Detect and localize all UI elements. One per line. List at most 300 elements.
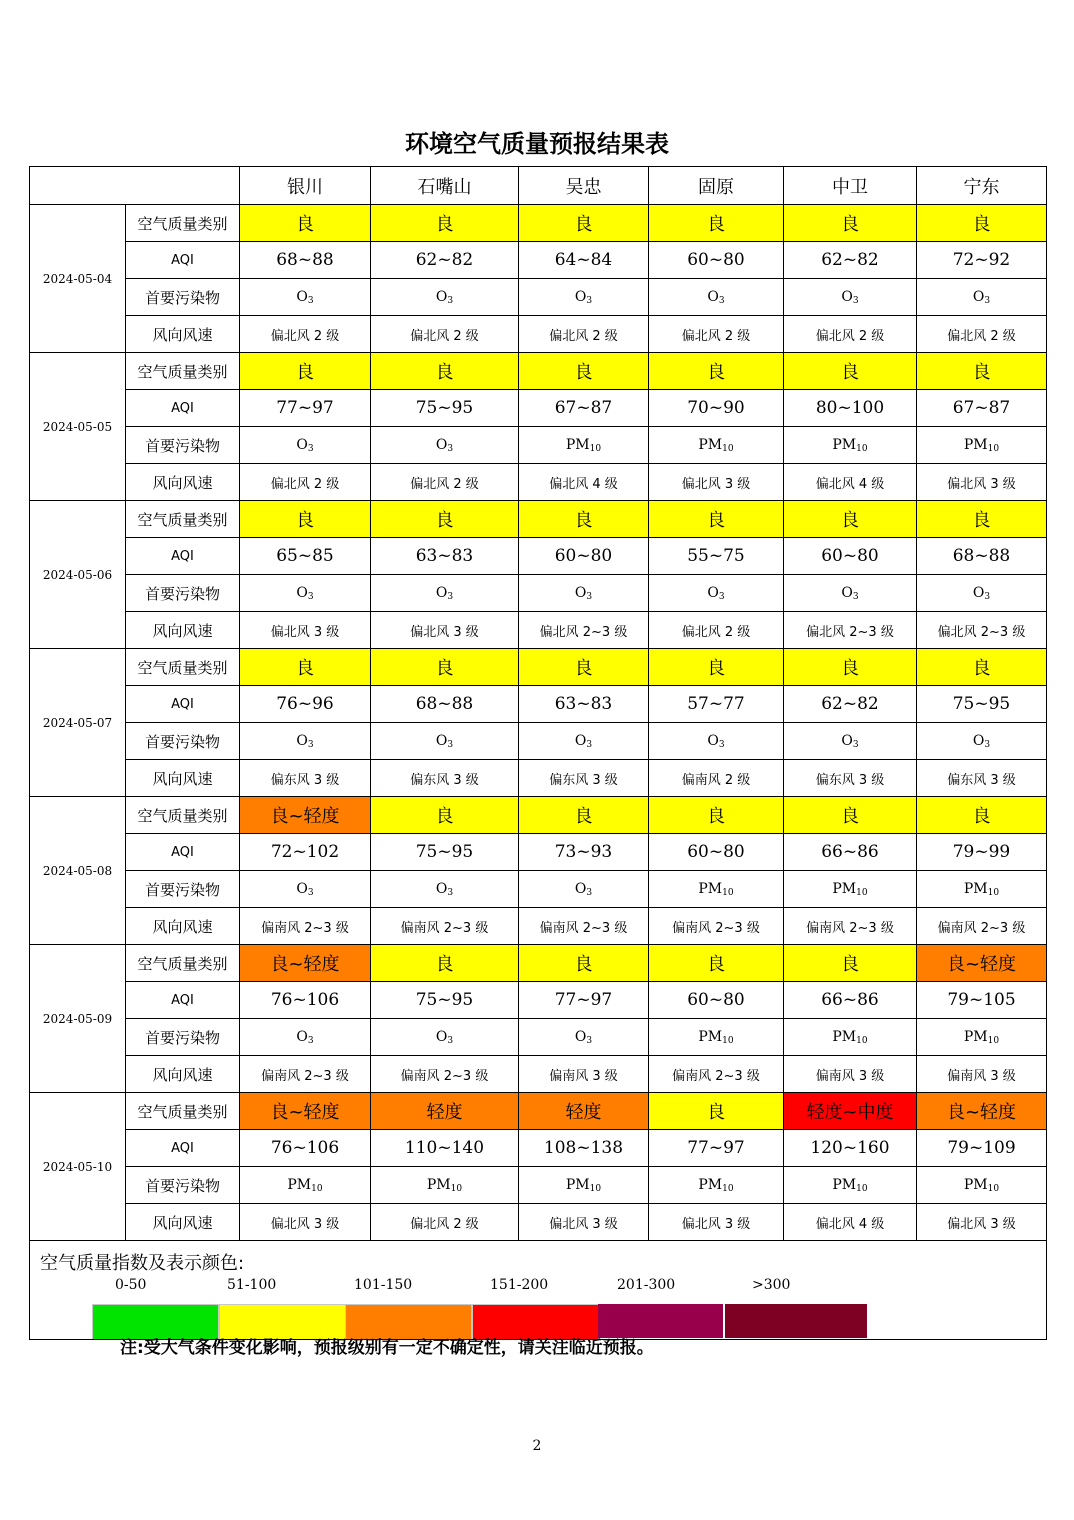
wind-cell: 偏北风 2 级 <box>649 316 784 353</box>
pollutant-cell <box>649 279 784 316</box>
pollutant-name: O <box>972 288 985 305</box>
aqi-cell: 77~97 <box>519 982 649 1019</box>
category-cell: 轻度~中度 <box>784 1093 917 1130</box>
aqi-cell: 68~88 <box>917 538 1047 575</box>
pollutant-subscript: 3 <box>307 1035 314 1046</box>
city-header: 固原 <box>649 167 784 205</box>
pollutant-name: PM <box>832 880 857 897</box>
aqi-cell: 64~84 <box>519 242 649 279</box>
wind-cell: 偏南风 2~3 级 <box>784 908 917 945</box>
category-cell: 良 <box>519 205 649 242</box>
city-header: 银川 <box>240 167 371 205</box>
pollutant-subscript: 3 <box>586 887 593 898</box>
aqi-cell: 75~95 <box>371 834 519 871</box>
pollutant-name: O <box>707 288 719 305</box>
category-cell: 良 <box>371 797 519 834</box>
wind-cell: 偏北风 2 级 <box>371 464 519 501</box>
aqi-cell: 68~88 <box>371 686 519 723</box>
pollutant-subscript: 10 <box>856 1035 868 1046</box>
pollutant-subscript: 3 <box>852 591 859 602</box>
aqi-cell: 63~83 <box>519 686 649 723</box>
pollutant-cell <box>519 871 649 908</box>
pollutant-cell <box>917 427 1047 464</box>
pollutant-subscript: 3 <box>307 295 314 306</box>
wind-label: 风向风速 <box>126 1204 240 1241</box>
category-cell: 良 <box>649 1093 784 1130</box>
wind-cell: 偏北风 2 级 <box>917 316 1047 353</box>
legend-title: 空气质量指数及表示颜色: <box>40 1253 245 1274</box>
category-cell: 良 <box>240 205 371 242</box>
pollutant-subscript: 10 <box>589 1183 602 1194</box>
aqi-cell: 79~105 <box>917 982 1047 1019</box>
category-row <box>30 945 1047 982</box>
category-row <box>30 649 1047 686</box>
category-cell: 良 <box>784 205 917 242</box>
header-corner <box>30 167 240 205</box>
wind-label: 风向风速 <box>126 612 240 649</box>
pollutant-name: PM <box>698 1176 723 1193</box>
pollutant-name: PM <box>698 1028 723 1045</box>
pollutant-cell <box>649 1167 784 1204</box>
pollutant-subscript: 3 <box>718 295 725 306</box>
category-cell: 良 <box>371 501 519 538</box>
pollutant-name: O <box>841 732 853 749</box>
category-cell: 良 <box>371 353 519 390</box>
pollutant-subscript: 10 <box>722 443 734 454</box>
pollutant-cell <box>917 575 1047 612</box>
category-cell: 良 <box>519 649 649 686</box>
wind-label: 风向风速 <box>126 908 240 945</box>
aqi-cell: 75~95 <box>371 982 519 1019</box>
city-header: 中卫 <box>784 167 917 205</box>
pollutant-cell <box>784 575 917 612</box>
pollutant-cell <box>519 1167 649 1204</box>
wind-cell: 偏北风 2 级 <box>784 316 917 353</box>
pollutant-cell <box>519 723 649 760</box>
wind-cell: 偏北风 3 级 <box>371 612 519 649</box>
pollutant-name: O <box>707 584 719 601</box>
forecast-date: 2024-05-09 <box>30 945 126 1093</box>
category-cell: 良 <box>371 649 519 686</box>
pollutant-cell <box>519 279 649 316</box>
wind-cell: 偏东风 3 级 <box>784 760 917 797</box>
aqi-cell: 75~95 <box>917 686 1047 723</box>
pollutant-subscript: 3 <box>447 739 454 750</box>
pollutant-name: O <box>296 288 308 305</box>
pollutant-label: 首要污染物 <box>126 279 240 316</box>
category-row <box>30 205 1047 242</box>
pollutant-cell <box>649 723 784 760</box>
aqi-cell: 67~87 <box>917 390 1047 427</box>
pollutant-name: O <box>574 880 587 897</box>
pollutant-cell <box>917 723 1047 760</box>
aqi-cell: 75~95 <box>371 390 519 427</box>
category-cell: 良 <box>917 501 1047 538</box>
pollutant-cell <box>371 575 519 612</box>
pollutant-cell <box>649 871 784 908</box>
category-label: 空气质量类别 <box>126 797 240 834</box>
category-cell: 良 <box>649 945 784 982</box>
aqi-cell: 77~97 <box>649 1130 784 1167</box>
wind-cell: 偏东风 3 级 <box>240 760 371 797</box>
wind-row <box>30 612 1047 649</box>
pollutant-subscript: 10 <box>722 1035 734 1046</box>
city-header: 吴忠 <box>519 167 649 205</box>
category-cell: 良 <box>649 797 784 834</box>
wind-cell: 偏南风 2~3 级 <box>519 908 649 945</box>
pollutant-subscript: 3 <box>852 739 859 750</box>
pollutant-subscript: 3 <box>984 591 991 602</box>
pollutant-name: O <box>435 880 448 897</box>
pollutant-subscript: 10 <box>722 887 734 898</box>
wind-cell: 偏北风 2 级 <box>649 612 784 649</box>
wind-label: 风向风速 <box>126 316 240 353</box>
pollutant-cell <box>519 1019 649 1056</box>
pollutant-subscript: 3 <box>447 1035 454 1046</box>
category-cell: 良 <box>784 353 917 390</box>
wind-cell: 偏北风 2 级 <box>240 316 371 353</box>
aqi-cell: 73~93 <box>519 834 649 871</box>
pollutant-subscript: 3 <box>307 591 314 602</box>
pollutant-cell <box>784 1167 917 1204</box>
wind-cell: 偏北风 4 级 <box>784 464 917 501</box>
category-cell: 良 <box>519 945 649 982</box>
aqi-label: AQI <box>126 242 240 279</box>
legend-range-label: 0-50 <box>115 1277 147 1293</box>
pollutant-name: O <box>435 732 448 749</box>
aqi-label: AQI <box>126 834 240 871</box>
category-cell: 良 <box>784 945 917 982</box>
aqi-cell: 55~75 <box>649 538 784 575</box>
pollutant-name: PM <box>832 436 857 453</box>
aqi-row <box>30 686 1047 723</box>
pollutant-name: PM <box>287 1176 312 1193</box>
aqi-row <box>30 538 1047 575</box>
wind-row <box>30 908 1047 945</box>
category-cell: 良 <box>784 649 917 686</box>
aqi-row <box>30 242 1047 279</box>
wind-cell: 偏东风 3 级 <box>519 760 649 797</box>
wind-cell: 偏北风 2 级 <box>371 316 519 353</box>
pollutant-subscript: 10 <box>987 887 1000 898</box>
pollutant-subscript: 3 <box>586 591 593 602</box>
aqi-label: AQI <box>126 1130 240 1167</box>
category-row <box>30 1093 1047 1130</box>
aqi-row <box>30 390 1047 427</box>
header-row <box>30 167 1047 205</box>
pollutant-cell <box>240 723 371 760</box>
pollutant-row <box>30 427 1047 464</box>
pollutant-cell <box>240 871 371 908</box>
pollutant-cell <box>784 723 917 760</box>
pollutant-subscript: 3 <box>984 739 991 750</box>
pollutant-cell <box>371 279 519 316</box>
pollutant-name: O <box>841 584 853 601</box>
pollutant-name: O <box>435 1028 448 1045</box>
category-cell: 良 <box>917 205 1047 242</box>
pollutant-cell <box>649 427 784 464</box>
wind-cell: 偏北风 2 级 <box>371 1204 519 1241</box>
category-cell: 良~轻度 <box>240 797 371 834</box>
pollutant-subscript: 10 <box>589 443 602 454</box>
pollutant-cell <box>917 1167 1047 1204</box>
wind-cell: 偏南风 3 级 <box>519 1056 649 1093</box>
pollutant-name: O <box>296 880 308 897</box>
category-label: 空气质量类别 <box>126 501 240 538</box>
pollutant-name: O <box>972 732 985 749</box>
pollutant-cell <box>240 1167 371 1204</box>
aqi-cell: 62~82 <box>784 242 917 279</box>
forecast-date: 2024-05-06 <box>30 501 126 649</box>
wind-cell: 偏北风 3 级 <box>649 464 784 501</box>
pollutant-subscript: 3 <box>586 1035 593 1046</box>
category-cell: 良 <box>240 353 371 390</box>
city-header: 石嘴山 <box>371 167 519 205</box>
aqi-cell: 76~96 <box>240 686 371 723</box>
pollutant-cell <box>917 1019 1047 1056</box>
color-legend <box>30 1241 1047 1340</box>
pollutant-label: 首要污染物 <box>126 1019 240 1056</box>
pollutant-name: PM <box>963 1176 988 1193</box>
aqi-cell: 110~140 <box>371 1130 519 1167</box>
category-cell: 轻度 <box>519 1093 649 1130</box>
pollutant-name: O <box>574 1028 587 1045</box>
pollutant-name: PM <box>963 880 988 897</box>
wind-cell: 偏南风 2~3 级 <box>371 1056 519 1093</box>
wind-cell: 偏南风 2~3 级 <box>240 1056 371 1093</box>
wind-cell: 偏北风 2~3 级 <box>519 612 649 649</box>
pollutant-subscript: 3 <box>447 887 454 898</box>
wind-cell: 偏北风 2 级 <box>240 464 371 501</box>
category-cell: 良 <box>649 353 784 390</box>
pollutant-cell <box>519 427 649 464</box>
page-title: 环境空气质量预报结果表 <box>405 130 669 158</box>
pollutant-label: 首要污染物 <box>126 575 240 612</box>
forecast-date: 2024-05-04 <box>30 205 126 353</box>
pollutant-cell <box>371 1167 519 1204</box>
pollutant-name: O <box>972 584 985 601</box>
category-cell: 良 <box>784 501 917 538</box>
pollutant-row <box>30 279 1047 316</box>
pollutant-subscript: 10 <box>311 1183 323 1194</box>
category-cell: 良 <box>240 501 371 538</box>
aqi-cell: 60~80 <box>649 242 784 279</box>
aqi-cell: 63~83 <box>371 538 519 575</box>
pollutant-subscript: 10 <box>722 1183 734 1194</box>
wind-cell: 偏北风 3 级 <box>240 612 371 649</box>
legend-range-label: 151-200 <box>490 1277 549 1293</box>
aqi-cell: 60~80 <box>784 538 917 575</box>
aqi-cell: 80~100 <box>784 390 917 427</box>
aqi-row <box>30 982 1047 1019</box>
pollutant-subscript: 3 <box>447 295 454 306</box>
pollutant-cell <box>371 723 519 760</box>
forecast-date: 2024-05-07 <box>30 649 126 797</box>
category-cell: 良~轻度 <box>917 1093 1047 1130</box>
wind-cell: 偏东风 3 级 <box>917 760 1047 797</box>
pollutant-name: PM <box>832 1028 857 1045</box>
wind-label: 风向风速 <box>126 464 240 501</box>
wind-cell: 偏北风 2 级 <box>519 316 649 353</box>
pollutant-name: O <box>435 288 448 305</box>
forecast-table <box>29 166 1047 1340</box>
category-label: 空气质量类别 <box>126 1093 240 1130</box>
pollutant-subscript: 3 <box>307 443 314 454</box>
aqi-cell: 68~88 <box>240 242 371 279</box>
category-cell: 良 <box>519 353 649 390</box>
wind-cell: 偏北风 3 级 <box>519 1204 649 1241</box>
pollutant-cell <box>240 279 371 316</box>
legend-range-label: 201-300 <box>617 1277 676 1293</box>
pollutant-name: O <box>574 732 587 749</box>
pollutant-name: O <box>296 1028 308 1045</box>
wind-cell: 偏东风 3 级 <box>371 760 519 797</box>
pollutant-subscript: 3 <box>586 739 593 750</box>
aqi-cell: 79~109 <box>917 1130 1047 1167</box>
aqi-cell: 76~106 <box>240 1130 371 1167</box>
aqi-cell: 60~80 <box>649 834 784 871</box>
aqi-cell: 77~97 <box>240 390 371 427</box>
category-label: 空气质量类别 <box>126 353 240 390</box>
category-cell: 良 <box>649 501 784 538</box>
category-cell: 良~轻度 <box>240 945 371 982</box>
pollutant-name: O <box>435 436 448 453</box>
pollutant-subscript: 10 <box>856 443 868 454</box>
category-row <box>30 501 1047 538</box>
wind-cell: 偏北风 3 级 <box>649 1204 784 1241</box>
pollutant-name: O <box>296 584 308 601</box>
wind-cell: 偏北风 2~3 级 <box>917 612 1047 649</box>
pollutant-row <box>30 1019 1047 1056</box>
wind-cell: 偏北风 3 级 <box>917 464 1047 501</box>
pollutant-cell <box>784 427 917 464</box>
aqi-cell: 79~99 <box>917 834 1047 871</box>
pollutant-subscript: 10 <box>450 1183 463 1194</box>
forecast-date: 2024-05-05 <box>30 353 126 501</box>
pollutant-cell <box>784 871 917 908</box>
wind-row <box>30 1204 1047 1241</box>
category-row <box>30 353 1047 390</box>
pollutant-cell <box>371 871 519 908</box>
wind-row <box>30 1056 1047 1093</box>
pollutant-name: PM <box>565 1176 590 1193</box>
category-cell: 良 <box>917 797 1047 834</box>
category-cell: 良~轻度 <box>240 1093 371 1130</box>
category-cell: 良 <box>649 205 784 242</box>
forecast-date: 2024-05-08 <box>30 797 126 945</box>
pollutant-subscript: 10 <box>856 1183 868 1194</box>
pollutant-row <box>30 575 1047 612</box>
pollutant-label: 首要污染物 <box>126 871 240 908</box>
pollutant-name: O <box>574 288 587 305</box>
pollutant-name: PM <box>963 1028 988 1045</box>
pollutant-name: PM <box>565 436 590 453</box>
pollutant-row <box>30 723 1047 760</box>
pollutant-subscript: 3 <box>307 887 314 898</box>
category-cell: 良~轻度 <box>917 945 1047 982</box>
wind-cell: 偏北风 3 级 <box>240 1204 371 1241</box>
pollutant-name: PM <box>832 1176 857 1193</box>
pollutant-subscript: 10 <box>987 1035 1000 1046</box>
category-cell: 良 <box>371 945 519 982</box>
pollutant-cell <box>371 427 519 464</box>
pollutant-cell <box>240 575 371 612</box>
aqi-cell: 62~82 <box>784 686 917 723</box>
legend-color-swatch <box>725 1304 867 1338</box>
pollutant-subscript: 3 <box>447 443 454 454</box>
wind-cell: 偏南风 2~3 级 <box>649 1056 784 1093</box>
pollutant-cell <box>240 427 371 464</box>
pollutant-cell <box>519 575 649 612</box>
wind-cell: 偏南风 2~3 级 <box>371 908 519 945</box>
pollutant-subscript: 3 <box>718 591 725 602</box>
category-cell: 良 <box>784 797 917 834</box>
wind-row <box>30 464 1047 501</box>
aqi-label: AQI <box>126 982 240 1019</box>
aqi-cell: 60~80 <box>519 538 649 575</box>
pollutant-subscript: 3 <box>307 739 314 750</box>
wind-cell: 偏北风 3 级 <box>917 1204 1047 1241</box>
pollutant-name: O <box>435 584 448 601</box>
pollutant-subscript: 3 <box>586 295 593 306</box>
pollutant-cell <box>917 279 1047 316</box>
pollutant-row <box>30 1167 1047 1204</box>
forecast-note: 注:受大气条件变化影响，预报级别有一定不确定性，请关注临近预报。 <box>120 1338 654 1358</box>
category-cell: 良 <box>240 649 371 686</box>
category-cell: 良 <box>917 353 1047 390</box>
wind-cell: 偏南风 3 级 <box>784 1056 917 1093</box>
page-number: 2 <box>532 1438 542 1454</box>
wind-cell: 偏南风 2~3 级 <box>240 908 371 945</box>
pollutant-name: O <box>296 436 308 453</box>
wind-label: 风向风速 <box>126 1056 240 1093</box>
aqi-row <box>30 834 1047 871</box>
pollutant-subscript: 3 <box>984 295 991 306</box>
aqi-cell: 60~80 <box>649 982 784 1019</box>
aqi-cell: 67~87 <box>519 390 649 427</box>
pollutant-subscript: 10 <box>987 1183 1000 1194</box>
pollutant-name: PM <box>698 880 723 897</box>
wind-row <box>30 316 1047 353</box>
pollutant-cell <box>784 279 917 316</box>
wind-cell: 偏北风 4 级 <box>519 464 649 501</box>
category-label: 空气质量类别 <box>126 205 240 242</box>
wind-cell: 偏南风 2~3 级 <box>917 908 1047 945</box>
pollutant-name: O <box>841 288 853 305</box>
aqi-cell: 70~90 <box>649 390 784 427</box>
pollutant-label: 首要污染物 <box>126 1167 240 1204</box>
aqi-cell: 66~86 <box>784 982 917 1019</box>
aqi-cell: 108~138 <box>519 1130 649 1167</box>
pollutant-name: O <box>296 732 308 749</box>
aqi-cell: 120~160 <box>784 1130 917 1167</box>
legend-range-label: >300 <box>752 1277 791 1293</box>
category-cell: 良 <box>917 649 1047 686</box>
category-row <box>30 797 1047 834</box>
aqi-cell: 72~102 <box>240 834 371 871</box>
aqi-label: AQI <box>126 390 240 427</box>
pollutant-row <box>30 871 1047 908</box>
wind-cell: 偏南风 3 级 <box>917 1056 1047 1093</box>
pollutant-cell <box>371 1019 519 1056</box>
category-label: 空气质量类别 <box>126 945 240 982</box>
pollutant-subscript: 3 <box>447 591 454 602</box>
aqi-cell: 66~86 <box>784 834 917 871</box>
pollutant-subscript: 3 <box>852 295 859 306</box>
pollutant-cell <box>649 1019 784 1056</box>
category-cell: 良 <box>371 205 519 242</box>
forecast-date: 2024-05-10 <box>30 1093 126 1241</box>
